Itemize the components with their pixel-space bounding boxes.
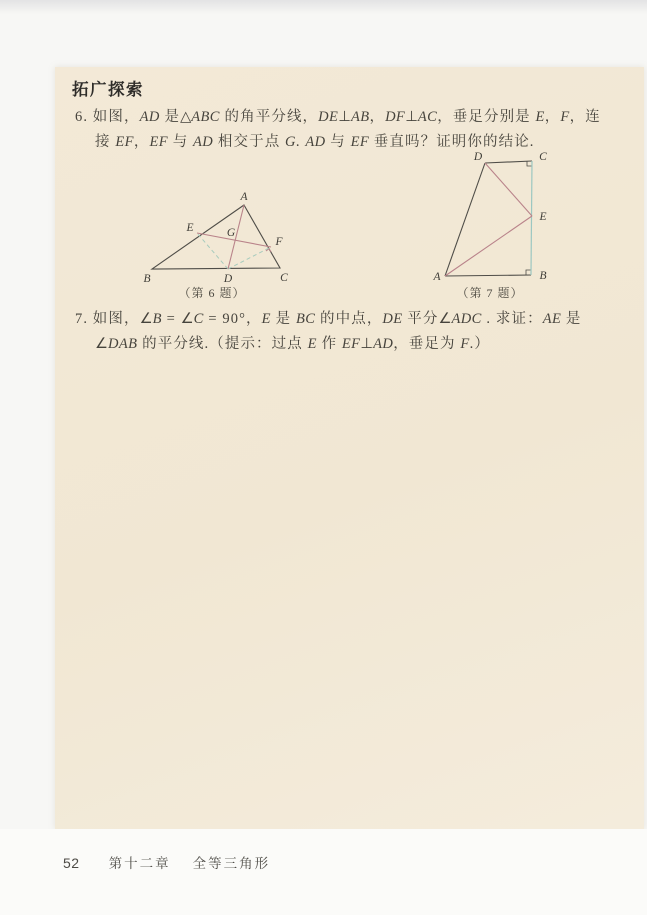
text-segment: 的中点， [315, 311, 383, 327]
text-segment: 与 [167, 134, 194, 150]
text-segment: F [560, 109, 570, 125]
vertex-label-B: B [539, 270, 547, 282]
text-segment: 的角平分线， [219, 109, 319, 125]
text-segment: ⊥ [405, 109, 418, 125]
figure7-caption: （第 7 题） [456, 286, 524, 300]
text-segment: 是 [270, 311, 296, 327]
text-segment: ADC [451, 311, 482, 327]
text-segment: 的平分线.（提示：过点 [137, 336, 308, 352]
segment-DF-dashed [228, 247, 271, 269]
page-footer [63, 852, 270, 872]
vertex-label-A: A [240, 191, 248, 203]
figure6-caption: （第 6 题） [178, 286, 246, 300]
text-segment: ，连 [569, 109, 601, 125]
text-segment: BC [295, 311, 316, 327]
text-segment: 是 [159, 109, 181, 125]
text-segment: EF [350, 134, 370, 150]
text-segment: ，垂足分别是 [437, 109, 536, 125]
vertex-label-E: E [186, 222, 194, 234]
text-segment: E [307, 336, 317, 352]
vertex-label-F: F [275, 236, 283, 248]
text-segment: ， [369, 109, 386, 125]
side-DC [485, 161, 532, 163]
text-segment: DF [385, 109, 406, 125]
text-segment: ⊥ [360, 336, 374, 352]
segment-AE [445, 216, 532, 276]
text-segment: ∠ [95, 336, 108, 352]
section-heading: 拓广探索 [72, 81, 144, 99]
text-segment: 与 [325, 134, 351, 150]
text-segment: 6. 如图， [75, 109, 140, 125]
figure-problem6-triangle [140, 190, 304, 290]
text-segment: ， [544, 109, 561, 125]
text-segment: 相交于点 [213, 134, 286, 150]
text-segment: 垂直吗？证明你的结论. [369, 134, 535, 150]
side-AD [445, 163, 485, 276]
text-segment: AB [350, 109, 370, 125]
text-segment: AE [542, 311, 562, 327]
text-segment: DAB [108, 336, 138, 352]
text-segment: ， [133, 134, 150, 150]
figure-problem7-quadrilateral [430, 148, 560, 286]
segment-DE [485, 163, 532, 216]
text-segment: AD [305, 134, 326, 150]
text-segment: AC [417, 109, 438, 125]
text-segment: EF [115, 134, 134, 150]
chapter-title: 全等三角形 [192, 856, 271, 871]
page-bottom-margin [0, 829, 647, 915]
text-segment: F [460, 336, 470, 352]
vertex-label-G: G [226, 227, 236, 239]
side-CB [531, 161, 532, 275]
text-segment: ∠ [438, 311, 452, 327]
text-segment: 接 [95, 134, 116, 150]
scan-edge-shadow [0, 0, 647, 14]
chapter-label: 第十二章 [108, 856, 171, 871]
text-segment: 平分 [402, 311, 439, 327]
text-segment: 作 [316, 336, 342, 352]
text-segment: G [285, 134, 296, 150]
text-segment: ⊥ [338, 109, 351, 125]
text-segment: = 90°， [203, 311, 262, 327]
text-segment: = [161, 311, 181, 327]
right-angle-mark-C [527, 161, 532, 166]
side-AB [445, 275, 531, 276]
text-segment: 是 [561, 311, 582, 327]
vertex-label-D: D [223, 273, 233, 285]
problem6-line1 [75, 105, 601, 126]
problem7-line1 [75, 307, 582, 328]
text-segment: C [193, 311, 204, 327]
text-segment: EF [149, 134, 168, 150]
text-segment: 7. 如图， [75, 311, 140, 327]
text-segment: DE [318, 109, 339, 125]
vertex-label-B: B [143, 273, 151, 285]
text-segment: ∠ [139, 311, 153, 327]
text-segment: . 求证： [481, 311, 543, 327]
right-angle-mark-B [526, 270, 531, 275]
text-segment: ABC [191, 109, 220, 125]
vertex-label-C: C [539, 151, 547, 163]
text-segment: . [295, 134, 306, 150]
text-segment: ，垂足为 [393, 336, 461, 352]
text-segment: AD [373, 336, 394, 352]
page-number: 52 [63, 855, 80, 871]
text-segment: AD [193, 134, 214, 150]
vertex-label-C: C [280, 272, 288, 284]
text-segment: B [152, 311, 162, 327]
text-segment: E [535, 109, 545, 125]
text-segment: AD [139, 109, 160, 125]
text-segment: DE [382, 311, 403, 327]
vertex-label-D: D [473, 151, 483, 163]
text-segment: △ [180, 109, 192, 125]
text-segment: ∠ [180, 311, 194, 327]
vertex-label-E: E [539, 211, 547, 223]
text-segment: .） [469, 336, 490, 352]
text-segment: EF [341, 336, 361, 352]
text-segment: E [261, 311, 271, 327]
vertex-label-A: A [433, 271, 441, 283]
problem7-line2 [95, 332, 490, 353]
